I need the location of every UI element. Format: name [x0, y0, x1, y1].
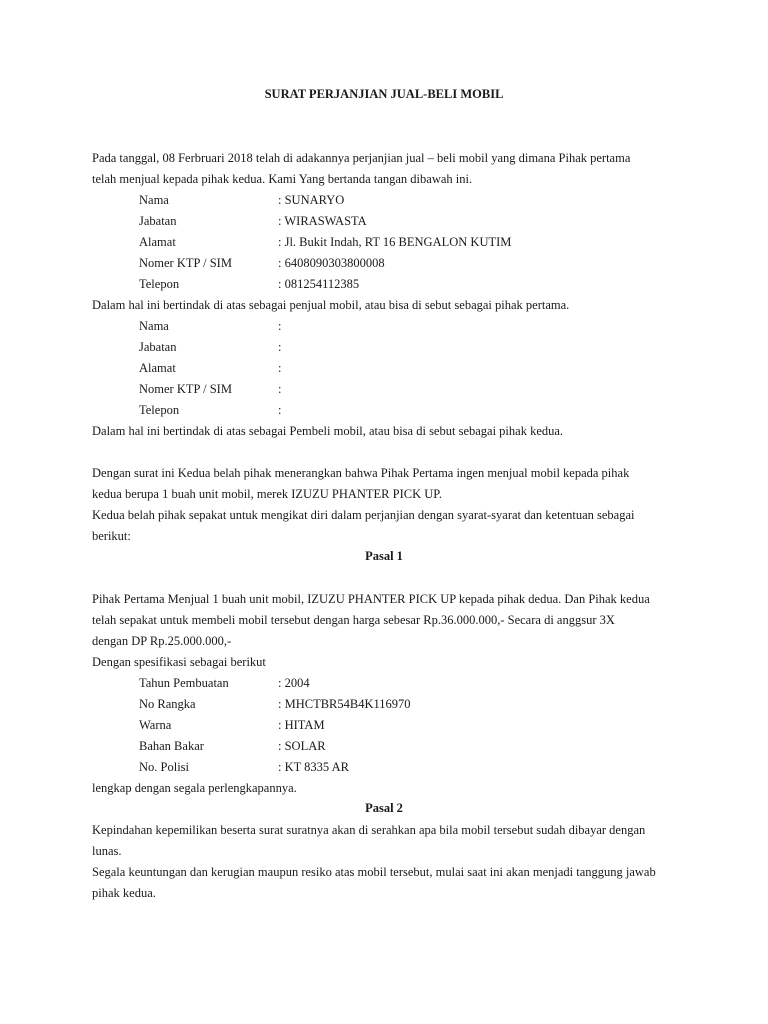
party2-label-telepon: Telepon	[139, 403, 180, 417]
spec-label-polisi: No. Polisi	[139, 760, 190, 774]
pasal2-line-3: Segala keuntungan dan kerugian maupun resiko atas mobil tersebut, mulai saat ini akan menjadi tanggung jawab	[92, 865, 656, 879]
party1-value-alamat: : Jl. Bukit Indah, RT 16 BENGALON KUTIM	[278, 235, 512, 249]
spec-value-polisi: : KT 8335 AR	[278, 760, 349, 774]
party2-label-ktp: Nomer KTP / SIM	[139, 382, 232, 396]
party2-value-nama: :	[278, 319, 282, 333]
agreement-line-2: kedua berupa 1 buah unit mobil, merek IZUZU PHANTER PICK UP.	[92, 487, 442, 501]
pasal1-line-2: telah sepakat untuk membeli mobil tersebut dengan harga sebesar Rp.36.000.000,- Secara di anggsur 3X	[92, 613, 615, 627]
party1-value-telepon: : 081254112385	[278, 277, 360, 291]
spec-label-warna: Warna	[139, 718, 172, 732]
agreement-line-4: berikut:	[92, 529, 131, 543]
party2-label-jabatan: Jabatan	[139, 340, 177, 354]
document-title: SURAT PERJANJIAN JUAL-BELI MOBIL	[264, 87, 504, 101]
pasal2-line-2: lunas.	[92, 844, 122, 858]
pasal1-closing: lengkap dengan segala perlengkapannya.	[92, 781, 297, 795]
party2-value-ktp: :	[278, 382, 282, 396]
agreement-line-3: Kedua belah pihak sepakat untuk mengikat diri dalam perjanjian dengan syarat-syarat dan ketentuan sebagai	[92, 508, 635, 522]
party2-value-jabatan: :	[278, 340, 282, 354]
spec-value-warna: : HITAM	[278, 718, 325, 732]
spec-value-bahan-bakar: : SOLAR	[278, 739, 326, 753]
party1-value-ktp: : 6408090303800008	[278, 256, 385, 270]
party2-label-nama: Nama	[139, 319, 169, 333]
party2-value-telepon: :	[278, 403, 282, 417]
intro-line-2: telah menjual kepada pihak kedua. Kami Yang bertanda tangan dibawah ini.	[92, 172, 473, 186]
pasal2-line-1: Kepindahan kepemilikan beserta surat suratnya akan di serahkan apa bila mobil tersebut sudah dibayar dengan	[92, 823, 646, 837]
party1-label-ktp: Nomer KTP / SIM	[139, 256, 232, 270]
party1-value-jabatan: : WIRASWASTA	[278, 214, 367, 228]
party1-role: Dalam hal ini bertindak di atas sebagai penjual mobil, atau bisa di sebut sebagai pihak pertama.	[92, 298, 570, 312]
pasal1-line-3: dengan DP Rp.25.000.000,-	[92, 634, 232, 648]
pasal1-heading: Pasal 1	[365, 549, 403, 563]
spec-value-tahun: : 2004	[278, 676, 310, 690]
party1-label-jabatan: Jabatan	[139, 214, 177, 228]
pasal2-line-4: pihak kedua.	[92, 886, 156, 900]
spec-label-bahan-bakar: Bahan Bakar	[139, 739, 204, 753]
party1-value-nama: : SUNARYO	[278, 193, 345, 207]
pasal1-line-1: Pihak Pertama Menjual 1 buah unit mobil, IZUZU PHANTER PICK UP kepada pihak dedua. Dan Pihak kedua	[92, 592, 650, 606]
party1-label-nama: Nama	[139, 193, 169, 207]
party1-label-telepon: Telepon	[139, 277, 180, 291]
party1-label-alamat: Alamat	[139, 235, 176, 249]
pasal2-heading: Pasal 2	[365, 801, 403, 815]
party2-role: Dalam hal ini bertindak di atas sebagai Pembeli mobil, atau bisa di sebut sebagai pihak kedua.	[92, 424, 564, 438]
party2-value-alamat: :	[278, 361, 282, 375]
spec-value-rangka: : MHCTBR54B4K116970	[278, 697, 411, 711]
pasal1-line-4: Dengan spesifikasi sebagai berikut	[92, 655, 266, 669]
spec-label-rangka: No Rangka	[139, 697, 196, 711]
intro-line-1: Pada tanggal, 08 Ferbruari 2018 telah di adakannya perjanjian jual – beli mobil yang dimana Pihak pertama	[92, 151, 631, 165]
agreement-line-1: Dengan surat ini Kedua belah pihak menerangkan bahwa Pihak Pertama ingen menjual mobil kepada pihak	[92, 466, 630, 480]
party2-label-alamat: Alamat	[139, 361, 176, 375]
spec-label-tahun: Tahun Pembuatan	[139, 676, 229, 690]
